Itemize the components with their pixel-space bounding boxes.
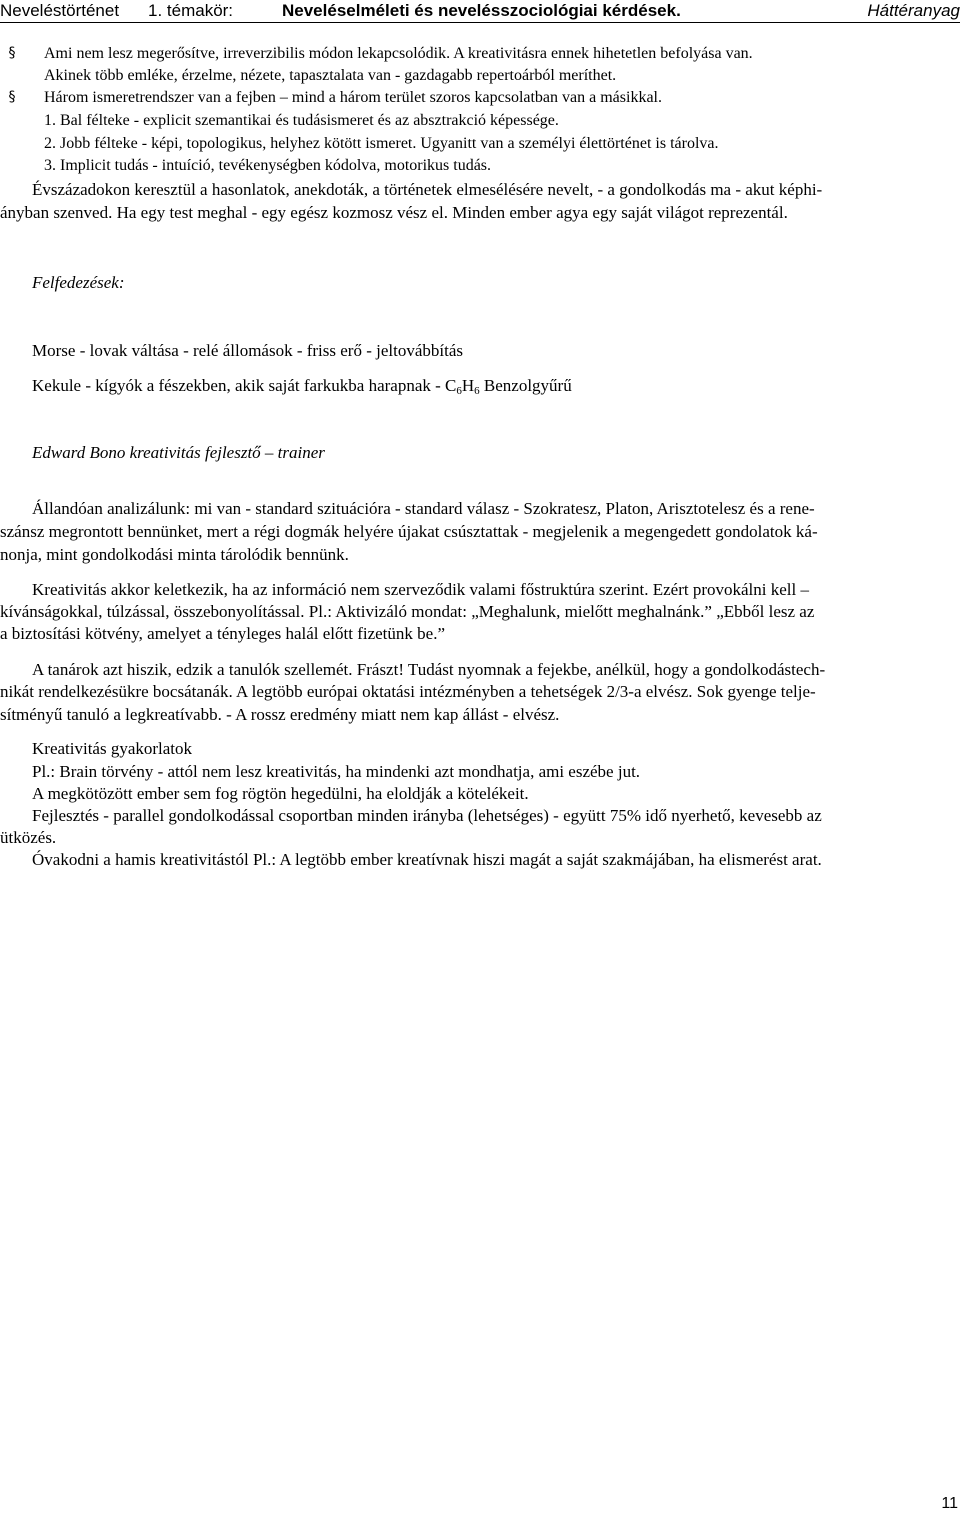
- bullet-text: Ami nem lesz megerősítve, irreverzibilis módon lekapcsolódik. A kreativitásra ennek hihetetlen befolyása van.: [44, 45, 753, 62]
- exercise-line: Pl.: Brain törvény - attól nem lesz kreativitás, ha mindenki azt mondhatja, ami eszébe jut.: [32, 762, 641, 781]
- header-course: Neveléstörténet: [0, 1, 120, 20]
- bullet-text: Három ismeretrendszer van a fejben – mind a három terület szoros kapcsolatban van a másikkal.: [44, 89, 662, 106]
- section-bullet-icon: §: [8, 45, 16, 61]
- paragraph-line: szánsz megrontott bennünket, mert a régi dogmák helyére újakat csúsztattak - megjelenik a megengedett gondolatok ká-: [0, 522, 818, 541]
- exercise-line: Óvakodni a hamis kreativitástól Pl.: A legtöbb ember kreatívnak hiszi magát a saját szakmájában, ha elismerést arat.: [32, 850, 822, 869]
- kekule-h: H: [461, 376, 475, 395]
- header-tag: Háttéranyag: [867, 1, 960, 20]
- subscript: 6: [474, 385, 480, 397]
- header-topic: 1. témakör:: [148, 1, 234, 20]
- kekule-text: Kekule - kígyók a fészekben, akik saját farkukba harapnak - C: [32, 376, 457, 395]
- header-title: Neveléselméleti és nevelésszociológiai kérdések.: [282, 1, 681, 20]
- section-bullet-icon: §: [8, 89, 16, 105]
- exercise-line: A megkötözött ember sem fog rögtön hegedülni, ha eloldják a kötelékeit.: [32, 784, 529, 803]
- paragraph-line: ányban szenved. Ha egy test meghal - egy egész kozmosz vész el. Minden ember agya egy saját világot reprezentál.: [0, 203, 788, 222]
- page-header: [0, 0, 960, 23]
- bono-line: Edward Bono kreativitás fejlesztő – trainer: [32, 443, 325, 462]
- paragraph-line: a biztosítási kötvény, amelyet a tényleges halál előtt fizetünk be.”: [0, 624, 445, 643]
- page-number: 11: [941, 1495, 958, 1512]
- exercise-line: Fejlesztés - parallel gondolkodással csoportban minden irányba (lehetséges) - együtt 75% idő nyerhető, kevesebb az: [32, 806, 822, 825]
- paragraph-line: sítményű tanuló a legkreatívabb. - A rossz eredmény miatt nem kap állást - elvész.: [0, 705, 560, 724]
- paragraph-line: Állandóan analizálunk: mi van - standard szituációra - standard válasz - Szokratesz, Platon, Arisztotelesz és a rene-: [32, 499, 815, 518]
- subscript: 6: [456, 385, 462, 397]
- paragraph-line: kívánságokkal, túlzással, összebonyolítással. Pl.: Aktivizáló mondat: „Meghalunk, mielőtt meghalnánk.” „Ebből lesz az: [0, 602, 815, 621]
- bullet-text: Akinek több emléke, érzelme, nézete, tapasztalata van - gazdagabb repertoárból meríthet.: [44, 67, 617, 84]
- numbered-item: 3. Implicit tudás - intuíció, tevékenységben kódolva, motorikus tudás.: [44, 157, 492, 174]
- discovery-morse: Morse - lovak váltása - relé állomások - friss erő - jeltovábbítás: [32, 341, 464, 360]
- numbered-item: 2. Jobb félteke - képi, topologikus, helyhez kötött ismeret. Ugyanitt van a személyi élettörténet is tárolva.: [44, 135, 719, 152]
- exercise-line: Kreativitás gyakorlatok: [32, 739, 193, 758]
- paragraph-line: Évszázadokon keresztül a hasonlatok, anekdoták, a történetek elmesélésére nevelt, - a gondolkodás ma - akut képhi-: [32, 180, 823, 199]
- discovery-kekule: [32, 375, 572, 402]
- discoveries-heading: Felfedezések:: [32, 273, 125, 292]
- paragraph-line: Kreativitás akkor keletkezik, ha az információ nem szerveződik valami főstruktúra szerint. Ezért provokálni kell –: [32, 580, 809, 599]
- numbered-item: 1. Bal félteke - explicit szemantikai és tudásismeret és az absztrakció képessége.: [44, 112, 559, 129]
- paragraph-line: nikát rendelkezésükre bocsátanák. A legtöbb európai oktatási intézményben a tehetségek 2/3-a elvész. Sok gyenge telje-: [0, 682, 816, 701]
- paragraph-line: nonja, mint gondolkodási minta tárolódik bennünk.: [0, 545, 349, 564]
- exercise-line: ütközés.: [0, 828, 57, 847]
- kekule-benzene: Benzolgyűrű: [479, 376, 572, 395]
- paragraph-line: A tanárok azt hiszik, edzik a tanulók szellemét. Frászt! Tudást nyomnak a fejekbe, anélkül, hogy a gondolkodástech-: [32, 660, 826, 679]
